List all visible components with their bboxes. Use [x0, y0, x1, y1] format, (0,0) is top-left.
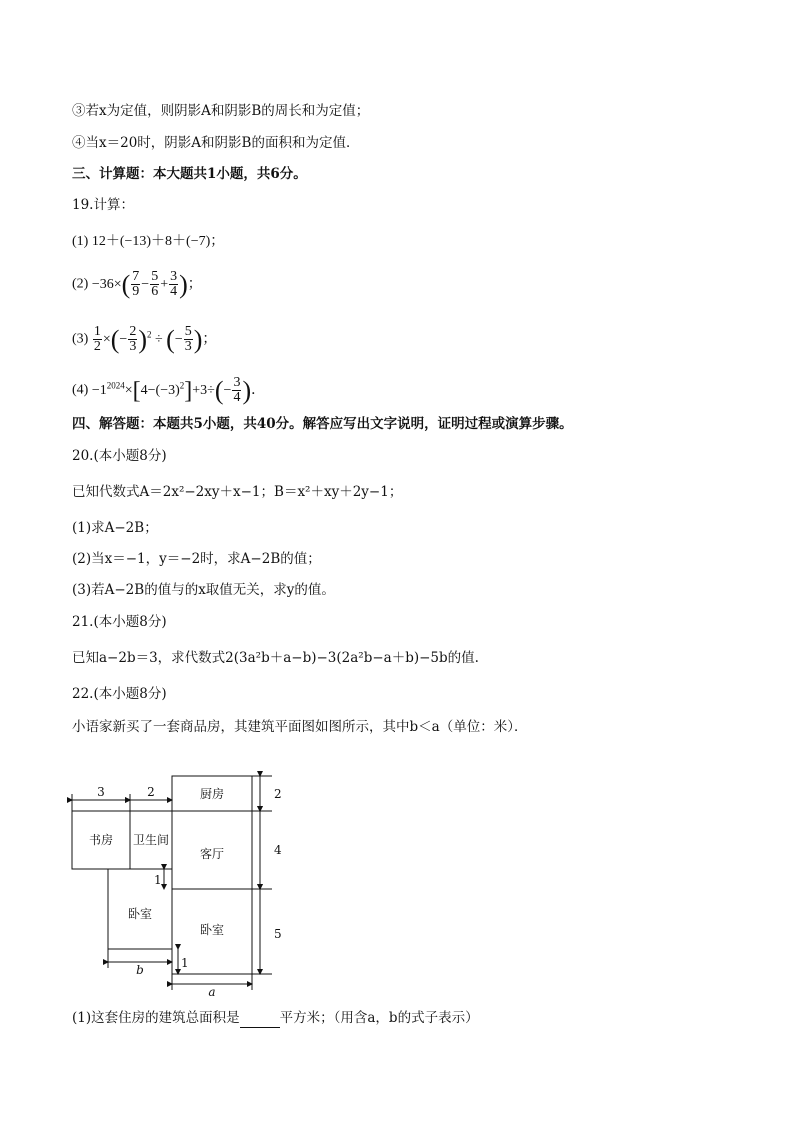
q20-part1: (1)求A−2B；	[72, 520, 158, 536]
dim-label-1-bottom: 1	[181, 956, 189, 970]
item-3: ③若x为定值，则阴影A和阴影B的周长和为定值；	[72, 103, 370, 119]
q19-part1-label: (1)	[72, 234, 89, 249]
q22-part1	[72, 1008, 479, 1028]
label-bedroom-right: 卧室	[199, 923, 225, 937]
section-3-heading: 三、计算题：本大题共1小题，共6分。	[72, 166, 307, 182]
dim-label-2-right: 2	[274, 787, 282, 801]
q20-given: 已知代数式A＝2x²−2xy＋x−1；B＝x²＋xy＋2y−1；	[72, 484, 403, 500]
label-kitchen: 厨房	[199, 787, 225, 801]
q19-part2-label: (2)	[72, 276, 89, 292]
q19-part4	[72, 375, 265, 405]
q21-given: 已知a−2b＝3，求代数式2(3a²b＋a−b)−3(2a²b−a＋b)−5b的值.	[72, 650, 479, 666]
q20-part3: (3)若A−2B的值与的x取值无关，求y的值。	[72, 582, 335, 598]
dim-label-3: 3	[97, 785, 105, 799]
label-bathroom: 卫生间	[132, 833, 170, 847]
q22-given: 小语家新买了一套商品房，其建筑平面图如图所示，其中b＜a（单位：米）．	[72, 719, 528, 735]
q22-part1-post: 平方米；（用含a，b的式子表示）	[279, 1010, 479, 1026]
q19-part3	[72, 324, 216, 354]
q19-part1	[72, 232, 224, 252]
question-22-title: 22.(本小题8分)	[72, 686, 167, 702]
q22-part1-pre: (1)这套住房的建筑总面积是	[72, 1010, 240, 1026]
section-4-heading: 四、解答题：本题共5小题，共40分。解答应写出文字说明，证明过程或演算步骤。	[72, 416, 573, 432]
question-19-title: 19.计算：	[72, 197, 134, 213]
q20-part2: (2)当x＝−1，y＝−2时，求A−2B的值；	[72, 551, 321, 567]
item-4: ④当x＝20时，阴影A和阴影B的面积和为定值．	[72, 135, 360, 151]
q19-part3-label: (3)	[72, 331, 89, 347]
question-21-title: 21.(本小题8分)	[72, 614, 167, 630]
q19-part2-expr: −36×( $\frac{7}{9}$ − $\frac{5}{6}$ + $\frac{3}{4}$ )；	[91, 269, 202, 299]
floor-plan-diagram	[60, 768, 300, 998]
dim-label-1-mid: 1	[154, 873, 162, 887]
dim-label-5: 5	[274, 927, 282, 941]
dim-label-2-top: 2	[147, 785, 155, 799]
label-living: 客厅	[199, 847, 225, 861]
dim-label-b: b	[136, 963, 144, 977]
question-20-title: 20.(本小题8分)	[72, 448, 167, 464]
q19-part2	[72, 270, 202, 299]
q19-part1-expr: 12＋(−13)＋8＋(−7)；	[91, 234, 225, 249]
dim-label-4: 4	[274, 843, 282, 857]
answer-blank[interactable]	[240, 1013, 280, 1028]
dim-label-a: a	[208, 985, 216, 998]
q19-part4-expr: $-1^{2024}\times[4-(-3)^2]+3\div(-$ $\frac{3}{4}$ )．	[91, 374, 266, 405]
label-bedroom-left: 卧室	[127, 907, 153, 921]
q19-part3-expr: $\frac{1}{2}$ ×(− $\frac{2}{3}$ )$^2$ ÷ (− $\frac{5}{3}$ )；	[93, 323, 217, 354]
q19-part4-label: (4)	[72, 382, 89, 398]
label-study: 书房	[88, 833, 114, 847]
